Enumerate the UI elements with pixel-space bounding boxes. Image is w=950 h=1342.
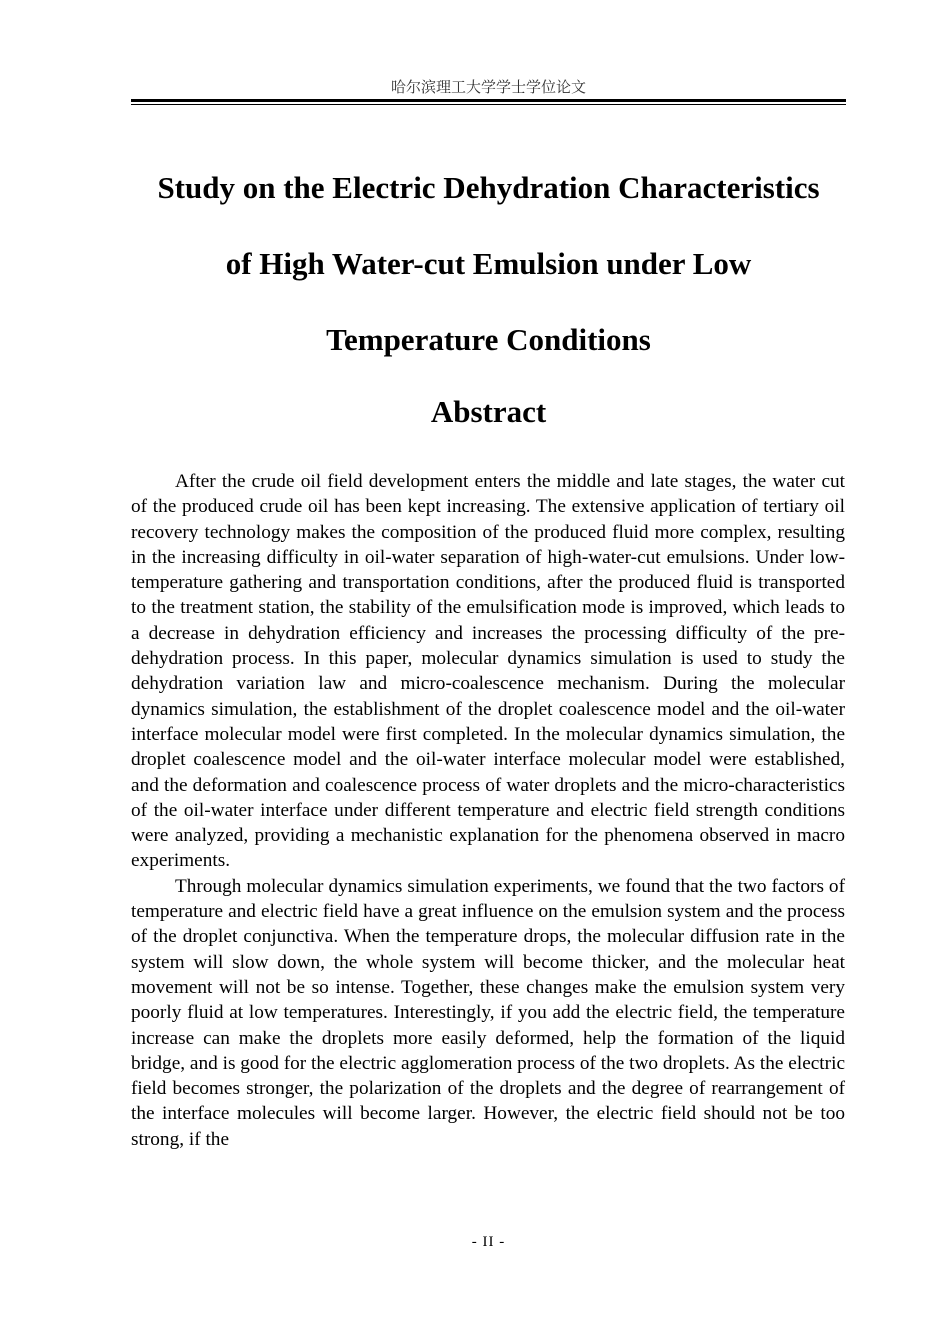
- header-rule-thin: [131, 104, 846, 105]
- running-header: 哈尔滨理工大学学士学位论文: [390, 78, 586, 96]
- abstract-paragraph-1: After the crude oil field development enters the middle and late stages, the water cut of the produced crude oil has been kept increasing. The extensive application of tertiary oil recovery technology makes the composition of the produced fluid more complex, resulting in the increasing difficulty in oil-water separation of high-water-cut emulsions. Under low-temperature gathering and transportation conditions, after the produced fluid is transported to the treatment station, the stability of the emulsification mode is improved, which leads to a decrease in dehydration efficiency and increases the processing difficulty of the pre-dehydration process. In this paper, molecular dynamics simulation is used to study the dehydration variation law and micro-coalescence mechanism. During the molecular dynamics simulation, the establishment of the droplet coalescence model and the oil-water interface molecular model were first completed. In the molecular dynamics simulation, the droplet coalescence model and the oil-water interface molecular model were established, and the deformation and coalescence process of water droplets and the micro-characteristics of the oil-water interface under different temperature and electric field strength conditions were analyzed, providing a mechanistic explanation for the phenomena observed in macro experiments.: [131, 471, 845, 872]
- title-line-3: Temperature Conditions: [326, 322, 651, 357]
- abstract-paragraph-2: Through molecular dynamics simulation experiments, we found that the two factors of temperature and electric field have a great influence on the emulsion system and the process of the droplet conjunctiva. When the temperature drops, the molecular diffusion rate in the system will slow down, the whole system will become thicker, and the molecular heat movement will not be so intense. Together, these changes make the emulsion system very poorly fluid at low temperatures. Interestingly, if you add the electric field, the temperature increase can make the droplets more easily deformed, help the formation of the liquid bridge, and is good for the electric agglomeration process of the two droplets. As the electric field becomes stronger, the polarization of the droplets and the degree of rearrangement of the interface molecules will become larger. However, the electric field should not be too strong, if the: [131, 875, 845, 1150]
- title-line-2: of High Water-cut Emulsion under Low: [225, 246, 752, 281]
- abstract-body: [131, 469, 845, 1152]
- abstract-heading: Abstract: [430, 394, 547, 429]
- thesis-title: [131, 150, 846, 378]
- page-number: - II -: [471, 1234, 506, 1250]
- title-line-1: Study on the Electric Dehydration Characteristics: [157, 170, 820, 205]
- header-rule-thick: [131, 99, 846, 102]
